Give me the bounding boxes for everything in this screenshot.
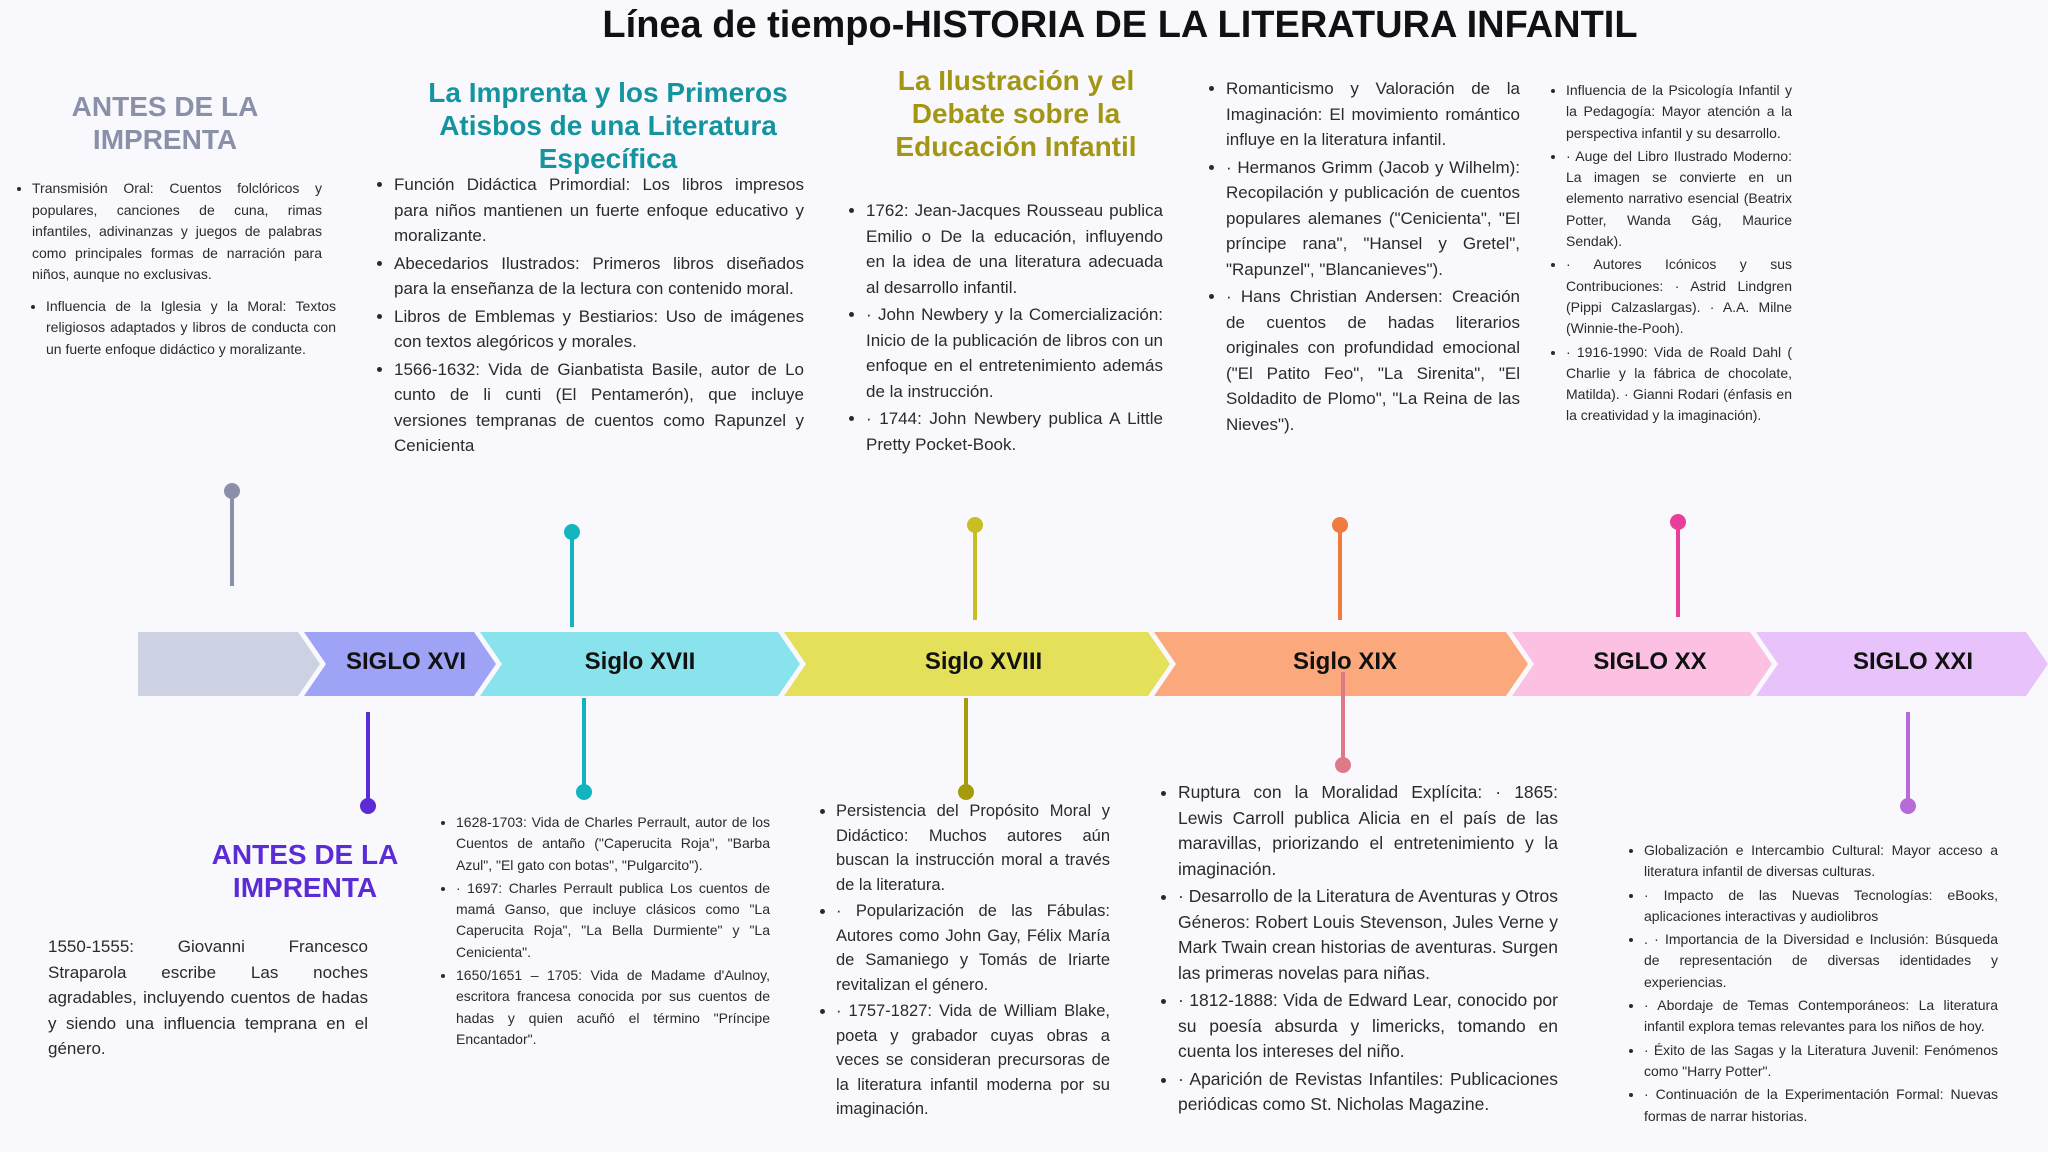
era-label-xix: Siglo XIX (1292, 648, 1397, 675)
list-item: • Influencia de la Psicología Infantil y la Pedagogía: Mayor atención a la perspectiva infantil y su desarrollo. (1566, 80, 1792, 144)
xx-top-text (1548, 80, 1792, 429)
list-item: • · 1916-1990: Vida de Roald Dahl ( Charlie y la fábrica de chocolate, Matilda). · Gianni Rodari (énfasis en la creatividad y la imaginación). (1566, 342, 1792, 427)
pin-top-xx (1670, 514, 1686, 530)
list-item: • · Aparición de Revistas Infantiles: Publicaciones periódicas como St. Nicholas Magazine. (1178, 1067, 1558, 1118)
xix-top-text (1208, 76, 1520, 439)
ilustracion-text (848, 198, 1163, 459)
list-item: • · Abordaje de Temas Contemporáneos: La literatura infantil explora temas relevantes para los niños de hoy. (1644, 995, 1998, 1038)
list-item: • · Auge del Libro Ilustrado Moderno: La imagen se convierte en un elemento narrativo esencial (Beatrix Potter, Wanda Gág, Maurice Sendak). (1566, 146, 1792, 252)
list-item: • · 1744: John Newbery publica A Little Pretty Pocket-Book. (866, 406, 1163, 457)
list-item: • Romanticismo y Valoración de la Imaginación: El movimiento romántico influye en la literatura infantil. (1226, 76, 1520, 153)
pin-bottom-xxi (1900, 798, 1916, 814)
heading-ilustracion: La Ilustración y el Debate sobre la Educación Infantil (895, 65, 1137, 163)
list-item: • · Continuación de la Experimentación Formal: Nuevas formas de narrar historias. (1644, 1084, 1998, 1127)
list-item: • 1566-1632: Vida de Gianbatista Basile, autor de Lo cunto de li cunti (El Pentamerón), que incluye versiones tempranas de cuentos como Rapunzel y Cenicienta (394, 357, 804, 459)
list-item: • · Hans Christian Andersen: Creación de cuentos de hadas literarios originales con profundidad emocional ("El Patito Feo", "La Sirenita", "El Soldadito de Plomo", "La Reina de las Nieves"). (1226, 284, 1520, 437)
pin-bottom-xix (1335, 757, 1351, 773)
era-label-xxi: SIGLO XXI (1852, 648, 1974, 675)
list-item: • · John Newbery y la Comercialización: Inicio de la publicación de libros con un enfoque en el entretenimiento además de la instrucción. (866, 302, 1163, 404)
antes-imprenta-text (14, 178, 336, 362)
list-item: • · Popularización de las Fábulas: Autores como John Gay, Félix María de Samaniego y Tomás de Iriarte revitalizan el género. (836, 899, 1110, 997)
heading-antes-imprenta: ANTES DE LA IMPRENTA (71, 91, 259, 156)
list-item: • Transmisión Oral: Cuentos folclóricos y populares, canciones de cuna, rimas infantiles, adivinanzas y juegos de palabras como principales formas de narración para niños, aunque no exclusivas. (32, 178, 322, 286)
pin-top-imprenta (564, 524, 580, 540)
list-item: • Persistencia del Propósito Moral y Didáctico: Muchos autores aún buscan la instrucción moral a través de la literatura. (836, 799, 1110, 897)
list-item: • · Autores Icónicos y sus Contribuciones: · Astrid Lindgren (Pippi Calzaslargas). · A.A. Milne (Winnie-the-Pooh). (1566, 254, 1792, 339)
xviii-bottom-text (818, 799, 1110, 1124)
era-label-xvii: Siglo XVII (584, 648, 696, 675)
list-item: • 1762: Jean-Jacques Rousseau publica Emilio o De la educación, influyendo en la idea de una literatura adecuada al desarrollo infantil. (866, 198, 1163, 300)
xvii-bottom-text (438, 812, 770, 1052)
list-item: • · Desarrollo de la Literatura de Aventuras y Otros Géneros: Robert Louis Stevenson, Jules Verne y Mark Twain crean historias de aventuras. Surgen las primeras novelas para niñas. (1178, 884, 1558, 986)
heading-antes-imprenta-bottom: ANTES DE LA IMPRENTA (211, 839, 399, 904)
pin-bottom-xviii (958, 784, 974, 800)
list-item: • Influencia de la Iglesia y la Moral: Textos religiosos adaptados y libros de conducta con un fuerte enfoque didáctico y moralizante. (46, 296, 336, 361)
list-item: • 1650/1651 – 1705: Vida de Madame d'Aulnoy, escritora francesa conocida por sus cuentos de hadas y quien acuñó el término "Príncipe Encantador". (456, 965, 770, 1050)
list-item: • · Hermanos Grimm (Jacob y Wilhelm): Recopilación y publicación de cuentos populares alemanes ("Cenicienta", "El príncipe rana", "Hansel y Gretel", "Rapunzel", "Blancanieves"). (1226, 155, 1520, 283)
xvi-paragraph: 1550-1555: Giovanni Francesco Straparola escribe Las noches agradables, incluyendo cuentos de hadas y siendo una influencia temprana en el género. (48, 937, 368, 1058)
pin-bottom-xvi (360, 798, 376, 814)
list-item: • Libros de Emblemas y Bestiarios: Uso de imágenes con textos alegóricos y morales. (394, 304, 804, 355)
list-item: • · Éxito de las Sagas y la Literatura Juvenil: Fenómenos como "Harry Potter". (1644, 1040, 1998, 1083)
pin-top-ilustracion (967, 517, 983, 533)
xix-bottom-text (1160, 780, 1558, 1120)
list-item: • 1628-1703: Vida de Charles Perrault, autor de los Cuentos de antaño ("Caperucita Roja", "Barba Azul", "El gato con botas", "Pulgarcito"). (456, 812, 770, 876)
list-item: • Ruptura con la Moralidad Explícita: · 1865: Lewis Carroll publica Alicia en el país de las maravillas, priorizando el entretenimiento y la imaginación. (1178, 780, 1558, 882)
list-item: • Abecedarios Ilustrados: Primeros libros diseñados para la enseñanza de la lectura con contenido moral. (394, 251, 804, 302)
era-label-xvi: SIGLO XVI (345, 648, 467, 675)
pin-bottom-xvii (576, 784, 592, 800)
list-item: • Globalización e Intercambio Cultural: Mayor acceso a literatura infantil de diversas culturas. (1644, 840, 1998, 883)
era-arrow-0 (138, 632, 320, 696)
imprenta-text (376, 172, 804, 461)
pin-top-antes (224, 483, 240, 499)
era-label-xviii: Siglo XVIII (924, 648, 1043, 675)
list-item: • · 1812-1888: Vida de Edward Lear, conocido por su poesía absurda y limericks, tomando en cuenta los intereses del niño. (1178, 988, 1558, 1065)
list-item: • Función Didáctica Primordial: Los libros impresos para niños mantienen un fuerte enfoque educativo y moralizante. (394, 172, 804, 249)
page-title: Línea de tiempo-HISTORIA DE LA LITERATURA INFANTIL (602, 4, 1638, 46)
xvi-bottom-text (48, 934, 368, 1062)
pin-top-xix (1332, 517, 1348, 533)
list-item: • · 1757-1827: Vida de William Blake, poeta y grabador cuyas obras a veces se consideran precursoras de la literatura infantil moderna por su imaginación. (836, 999, 1110, 1122)
list-item: • · 1697: Charles Perrault publica Los cuentos de mamá Ganso, que incluye clásicos como "La Caperucita Roja", "La Bella Durmiente" y "La Cenicienta". (456, 878, 770, 963)
xxi-bottom-text (1626, 840, 1998, 1129)
era-label-xx: SIGLO XX (1593, 648, 1707, 675)
list-item: • · Impacto de las Nuevas Tecnologías: eBooks, aplicaciones interactivas y audiolibros (1644, 885, 1998, 928)
list-item: • . · Importancia de la Diversidad e Inclusión: Búsqueda de representación de diversas identidades y experiencias. (1644, 929, 1998, 993)
heading-imprenta: La Imprenta y los Primeros Atisbos de una Literatura Específica (428, 77, 788, 175)
